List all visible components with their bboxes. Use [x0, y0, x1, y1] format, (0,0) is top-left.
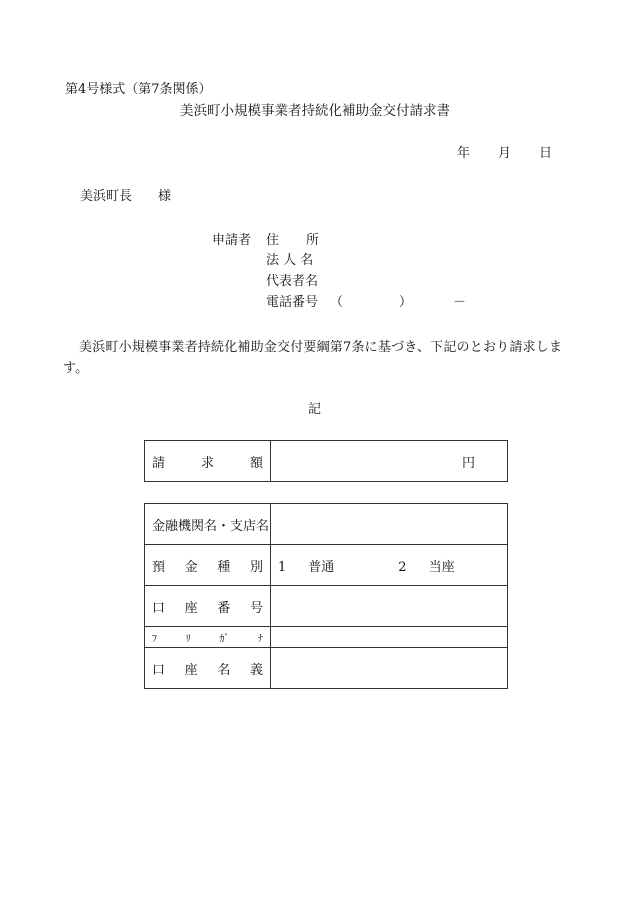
account-number-label-char: 号 [249, 600, 263, 616]
account-number-row [145, 586, 508, 627]
deposit-type-value-cell[interactable] [271, 545, 508, 586]
furigana-row [145, 627, 508, 648]
ki-heading: 記 [308, 402, 322, 417]
bank-name-label-cell: 金融機関名・支店名 [145, 504, 271, 545]
form-number: 第4号様式（第7条関係） [65, 82, 212, 97]
deposit-option-2-label[interactable]: 当座 [428, 559, 455, 575]
furigana-label-char: ｶﾞ [219, 633, 230, 645]
corporate-name-label: 法 人 名 [266, 253, 314, 268]
furigana-label-char: ﾘ [185, 633, 191, 645]
furigana-label-char: ﾌ [152, 633, 157, 645]
deposit-option-2-number: 2 [398, 559, 407, 575]
request-body-text: 美浜町小規模事業者持続化補助金交付要綱第7条に基づき、下記のとおり請求します。 [63, 340, 563, 376]
furigana-label-cell [145, 627, 271, 648]
phone-label: 電話番号 [266, 295, 319, 310]
address-label-1: 住 [266, 233, 280, 248]
account-number-label-char: 座 [184, 600, 198, 616]
amount-unit: 円 [461, 455, 475, 471]
date-year-label: 年 [457, 146, 471, 161]
deposit-type-label-char: 金 [184, 559, 198, 575]
amount-row [145, 441, 508, 482]
furigana-label-char: ﾅ [257, 633, 263, 645]
account-number-value-cell[interactable] [271, 586, 508, 627]
representative-label: 代表者名 [266, 274, 319, 289]
phone-dash: － [453, 295, 467, 310]
account-number-label-cell [145, 586, 271, 627]
date-month-label: 月 [498, 146, 512, 161]
phone-close-paren: ） [399, 295, 413, 310]
furigana-value-cell[interactable] [271, 627, 508, 648]
deposit-type-label-char: 預 [152, 559, 166, 575]
amount-label-char: 額 [249, 455, 263, 471]
account-holder-label-cell [145, 648, 271, 689]
deposit-type-label-char: 種 [217, 559, 231, 575]
deposit-type-label-cell [145, 545, 271, 586]
account-number-label-char: 口 [152, 600, 166, 616]
address-label-2: 所 [306, 233, 320, 248]
bank-name-value-cell[interactable] [271, 504, 508, 545]
amount-label-char: 請 [152, 455, 166, 471]
account-holder-value-cell[interactable] [271, 648, 508, 689]
bank-name-row [145, 504, 508, 545]
account-holder-label-char: 名 [217, 662, 231, 678]
applicant-label: 申請者 [212, 233, 252, 248]
bank-table [144, 503, 508, 689]
amount-label-char: 求 [200, 455, 214, 471]
account-holder-label-char: 口 [152, 662, 166, 678]
account-holder-label-char: 座 [184, 662, 198, 678]
deposit-type-row [145, 545, 508, 586]
deposit-option-1-label[interactable]: 普通 [308, 559, 335, 575]
addressee-suffix: 様 [158, 189, 172, 204]
document-title: 美浜町小規模事業者持続化補助金交付請求書 [180, 103, 450, 119]
addressee-name: 美浜町長 [80, 189, 133, 204]
account-number-label-char: 番 [217, 600, 231, 616]
amount-table [144, 440, 508, 482]
account-holder-label-char: 義 [249, 662, 263, 678]
deposit-type-label-char: 別 [249, 559, 263, 575]
amount-label-cell [145, 441, 271, 482]
date-day-label: 日 [539, 146, 553, 161]
deposit-option-1-number: 1 [278, 559, 287, 575]
phone-open-paren: （ [330, 295, 344, 310]
account-holder-row [145, 648, 508, 689]
amount-value-cell[interactable] [271, 441, 508, 482]
